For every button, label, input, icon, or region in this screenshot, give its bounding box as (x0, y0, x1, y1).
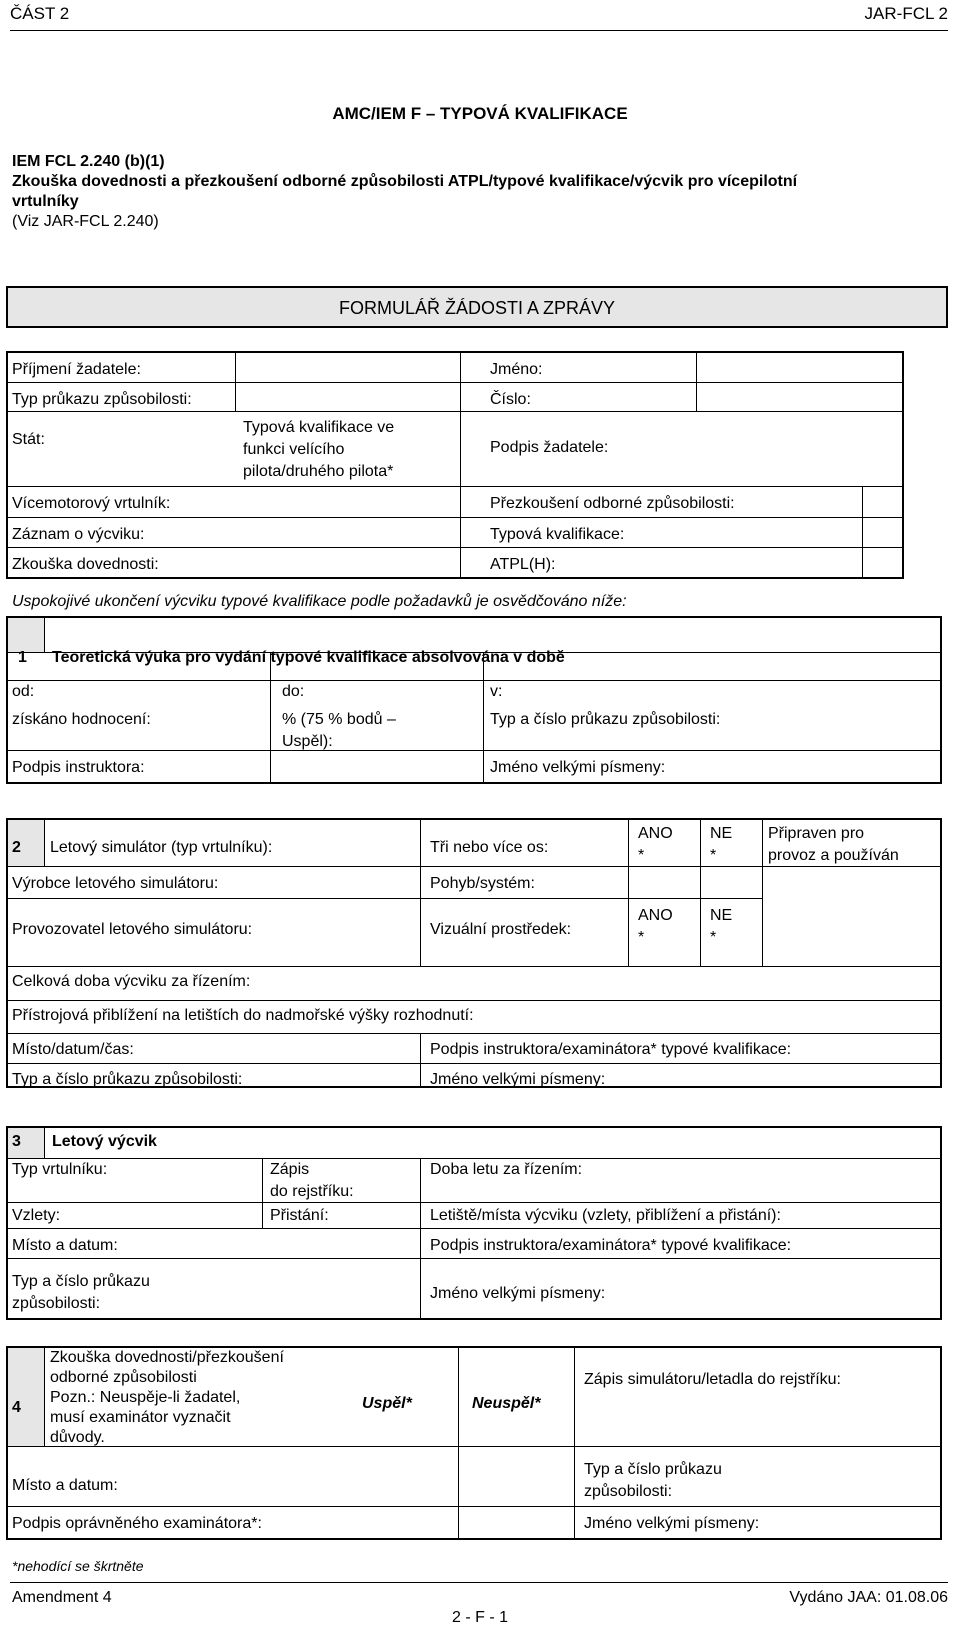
helicopter-type-label: Typ vrtulníku: (12, 1161, 108, 1178)
instructor-signature-label: Podpis instruktora: (12, 759, 145, 776)
axes-no-option: NE (710, 825, 733, 842)
visual-no-option: NE (710, 907, 733, 924)
simulator-operator-label: Provozovatel letového simulátoru: (12, 921, 253, 938)
pass-option: Uspěl* (362, 1395, 412, 1412)
section-1 (6, 616, 942, 784)
to-label: do: (282, 683, 305, 700)
instrument-approaches-label: Přístrojová přiblížení na letištích do nadmořské výšky rozhodnutí: (12, 1007, 474, 1024)
grade-label: získáno hodnocení: (12, 711, 151, 728)
doc-subtitle-line1: Zkouška dovednosti a přezkoušení odborné způsobilosti ATPL/typové kvalifikace/výcvik pro vícepilotní (12, 173, 798, 190)
number-label: Číslo: (490, 391, 531, 408)
place-date-label: Místo a datum: (12, 1477, 118, 1494)
simulator-aircraft-log-label: Zápis simulátoru/letadla do rejstříku: (584, 1371, 841, 1388)
axes-yes-option: ANO (638, 825, 673, 842)
takeoffs-label: Vzlety: (12, 1207, 61, 1224)
licence-type-label: Typ průkazu způsobilosti: (12, 391, 192, 408)
section-1-title: Teoretická výuka pro vydání typové kvalifikace absolvována v době (52, 649, 565, 666)
visual-yes-option: ANO (638, 907, 673, 924)
completion-note: Uspokojivé ukončení výcviku typové kvalifikace podle požadavků je osvědčováno níže: (12, 593, 627, 610)
visual-system-label: Vizuální prostředek: (430, 921, 572, 938)
instructor-examiner-signature-label: Podpis instruktora/examinátora* typové kvalifikace: (430, 1041, 792, 1058)
section-3-number: 3 (12, 1133, 21, 1150)
simulator-type-label: Letový simulátor (typ vrtulníku): (50, 839, 273, 856)
proficiency-check-label: Přezkoušení odborné způsobilosti: (490, 495, 735, 512)
state-label: Stát: (12, 431, 45, 448)
visual-yes-asterisk: * (638, 929, 645, 946)
licence-label-line1: Typ a číslo průkazu (12, 1273, 150, 1290)
licence-label-line2: způsobilosti: (584, 1483, 673, 1500)
doc-title: AMC/IEM F – TYPOVÁ KVALIFIKACE (332, 104, 628, 123)
at-label: v: (490, 683, 503, 700)
header-part: ČÁST 2 (10, 4, 70, 23)
footer-rule (10, 1582, 948, 1583)
ready-label-line1: Připraven pro (768, 825, 865, 842)
caps-name-label: Jméno velkými písmeny: (490, 759, 666, 776)
from-label: od: (12, 683, 35, 700)
surname-label: Příjmení žadatele: (12, 361, 141, 378)
skill-test-label: Zkouška dovednosti: (12, 556, 159, 573)
skill-test-note-line1: Pozn.: Neuspěje-li žadatel, (50, 1389, 241, 1406)
type-rating-label: Typová kvalifikace: (490, 526, 625, 543)
header-rule (10, 30, 948, 31)
header-regulation: JAR-FCL 2 (864, 4, 948, 23)
caps-name-label: Jméno velkými písmeny: (584, 1515, 760, 1532)
skill-test-title-line1: Zkouška dovednosti/přezkoušení (50, 1349, 284, 1366)
flight-time-label: Doba letu za řízením: (430, 1161, 583, 1178)
instructor-examiner-signature-label: Podpis instruktora/examinátora* typové kvalifikace: (430, 1237, 792, 1254)
type-rating-role-line1: Typová kvalifikace ve (243, 419, 395, 436)
training-record-label: Záznam o výcviku: (12, 526, 145, 543)
visual-no-asterisk: * (710, 929, 717, 946)
licence-label-line2: způsobilosti: (12, 1295, 101, 1312)
caps-name-label: Jméno velkými písmeny: (430, 1071, 606, 1088)
section-3-title: Letový výcvik (52, 1133, 157, 1150)
place-date-label: Místo a datum: (12, 1237, 118, 1254)
skill-test-title-line2: odborné způsobilosti (50, 1369, 197, 1386)
form-title-box (6, 286, 948, 328)
licence-label-line1: Typ a číslo průkazu (584, 1461, 722, 1478)
multi-engine-label: Vícemotorový vrtulník: (12, 495, 171, 512)
licence-label: Typ a číslo průkazu způsobilosti: (490, 711, 721, 728)
type-rating-role-line3: pilota/druhého pilota* (243, 463, 394, 480)
fail-option: Neuspěl* (472, 1395, 541, 1412)
footnote: *nehodící se škrtněte (12, 1558, 144, 1574)
section-2-number: 2 (12, 839, 21, 856)
simulator-manufacturer-label: Výrobce letového simulátoru: (12, 875, 219, 892)
type-rating-role-line2: funkci velícího (243, 441, 345, 458)
section-4-number: 4 (12, 1399, 21, 1416)
motion-system-label: Pohyb/systém: (430, 875, 535, 892)
atpl-label: ATPL(H): (490, 556, 556, 573)
skill-test-note-line2: musí examinátor vyznačit (50, 1409, 231, 1426)
axes-no-asterisk: * (710, 847, 717, 864)
name-label: Jméno: (490, 361, 543, 378)
percent-label-line1: % (75 % bodů – (282, 711, 396, 728)
form-title: FORMULÁŘ ŽÁDOSTI A ZPRÁVY (338, 298, 616, 318)
footer-issue-date: Vydáno JAA: 01.08.06 (789, 1589, 948, 1606)
logbook-entry-line2: do rejstříku: (270, 1183, 354, 1200)
landings-label: Přistání: (270, 1207, 329, 1224)
licence-label: Typ a číslo průkazu způsobilosti: (12, 1071, 243, 1088)
ready-label-line2: provoz a používán (768, 847, 899, 864)
examiner-signature-label: Podpis oprávněného examinátora*: (12, 1515, 262, 1532)
doc-see-reference: (Viz JAR-FCL 2.240) (12, 213, 159, 230)
training-airfields-label: Letiště/místa výcviku (vzlety, přiblížení a přistání): (430, 1207, 781, 1224)
page-number: 2 - F - 1 (451, 1609, 508, 1626)
applicant-signature-label: Podpis žadatele: (490, 439, 609, 456)
logbook-entry-line1: Zápis (270, 1161, 310, 1178)
percent-label-line2: Uspěl): (282, 733, 333, 750)
doc-reference: IEM FCL 2.240 (b)(1) (12, 153, 165, 170)
axes-yes-asterisk: * (638, 847, 645, 864)
caps-name-label: Jméno velkými písmeny: (430, 1285, 606, 1302)
doc-subtitle-line2: vrtulníky (12, 193, 79, 210)
section-1-number: 1 (18, 649, 27, 666)
footer-amendment: Amendment 4 (12, 1589, 112, 1606)
skill-test-note-line3: důvody. (50, 1429, 105, 1446)
axes-label: Tři nebo více os: (430, 839, 549, 856)
place-date-time-label: Místo/datum/čas: (12, 1041, 134, 1058)
total-training-time-label: Celková doba výcviku za řízením: (12, 973, 251, 990)
